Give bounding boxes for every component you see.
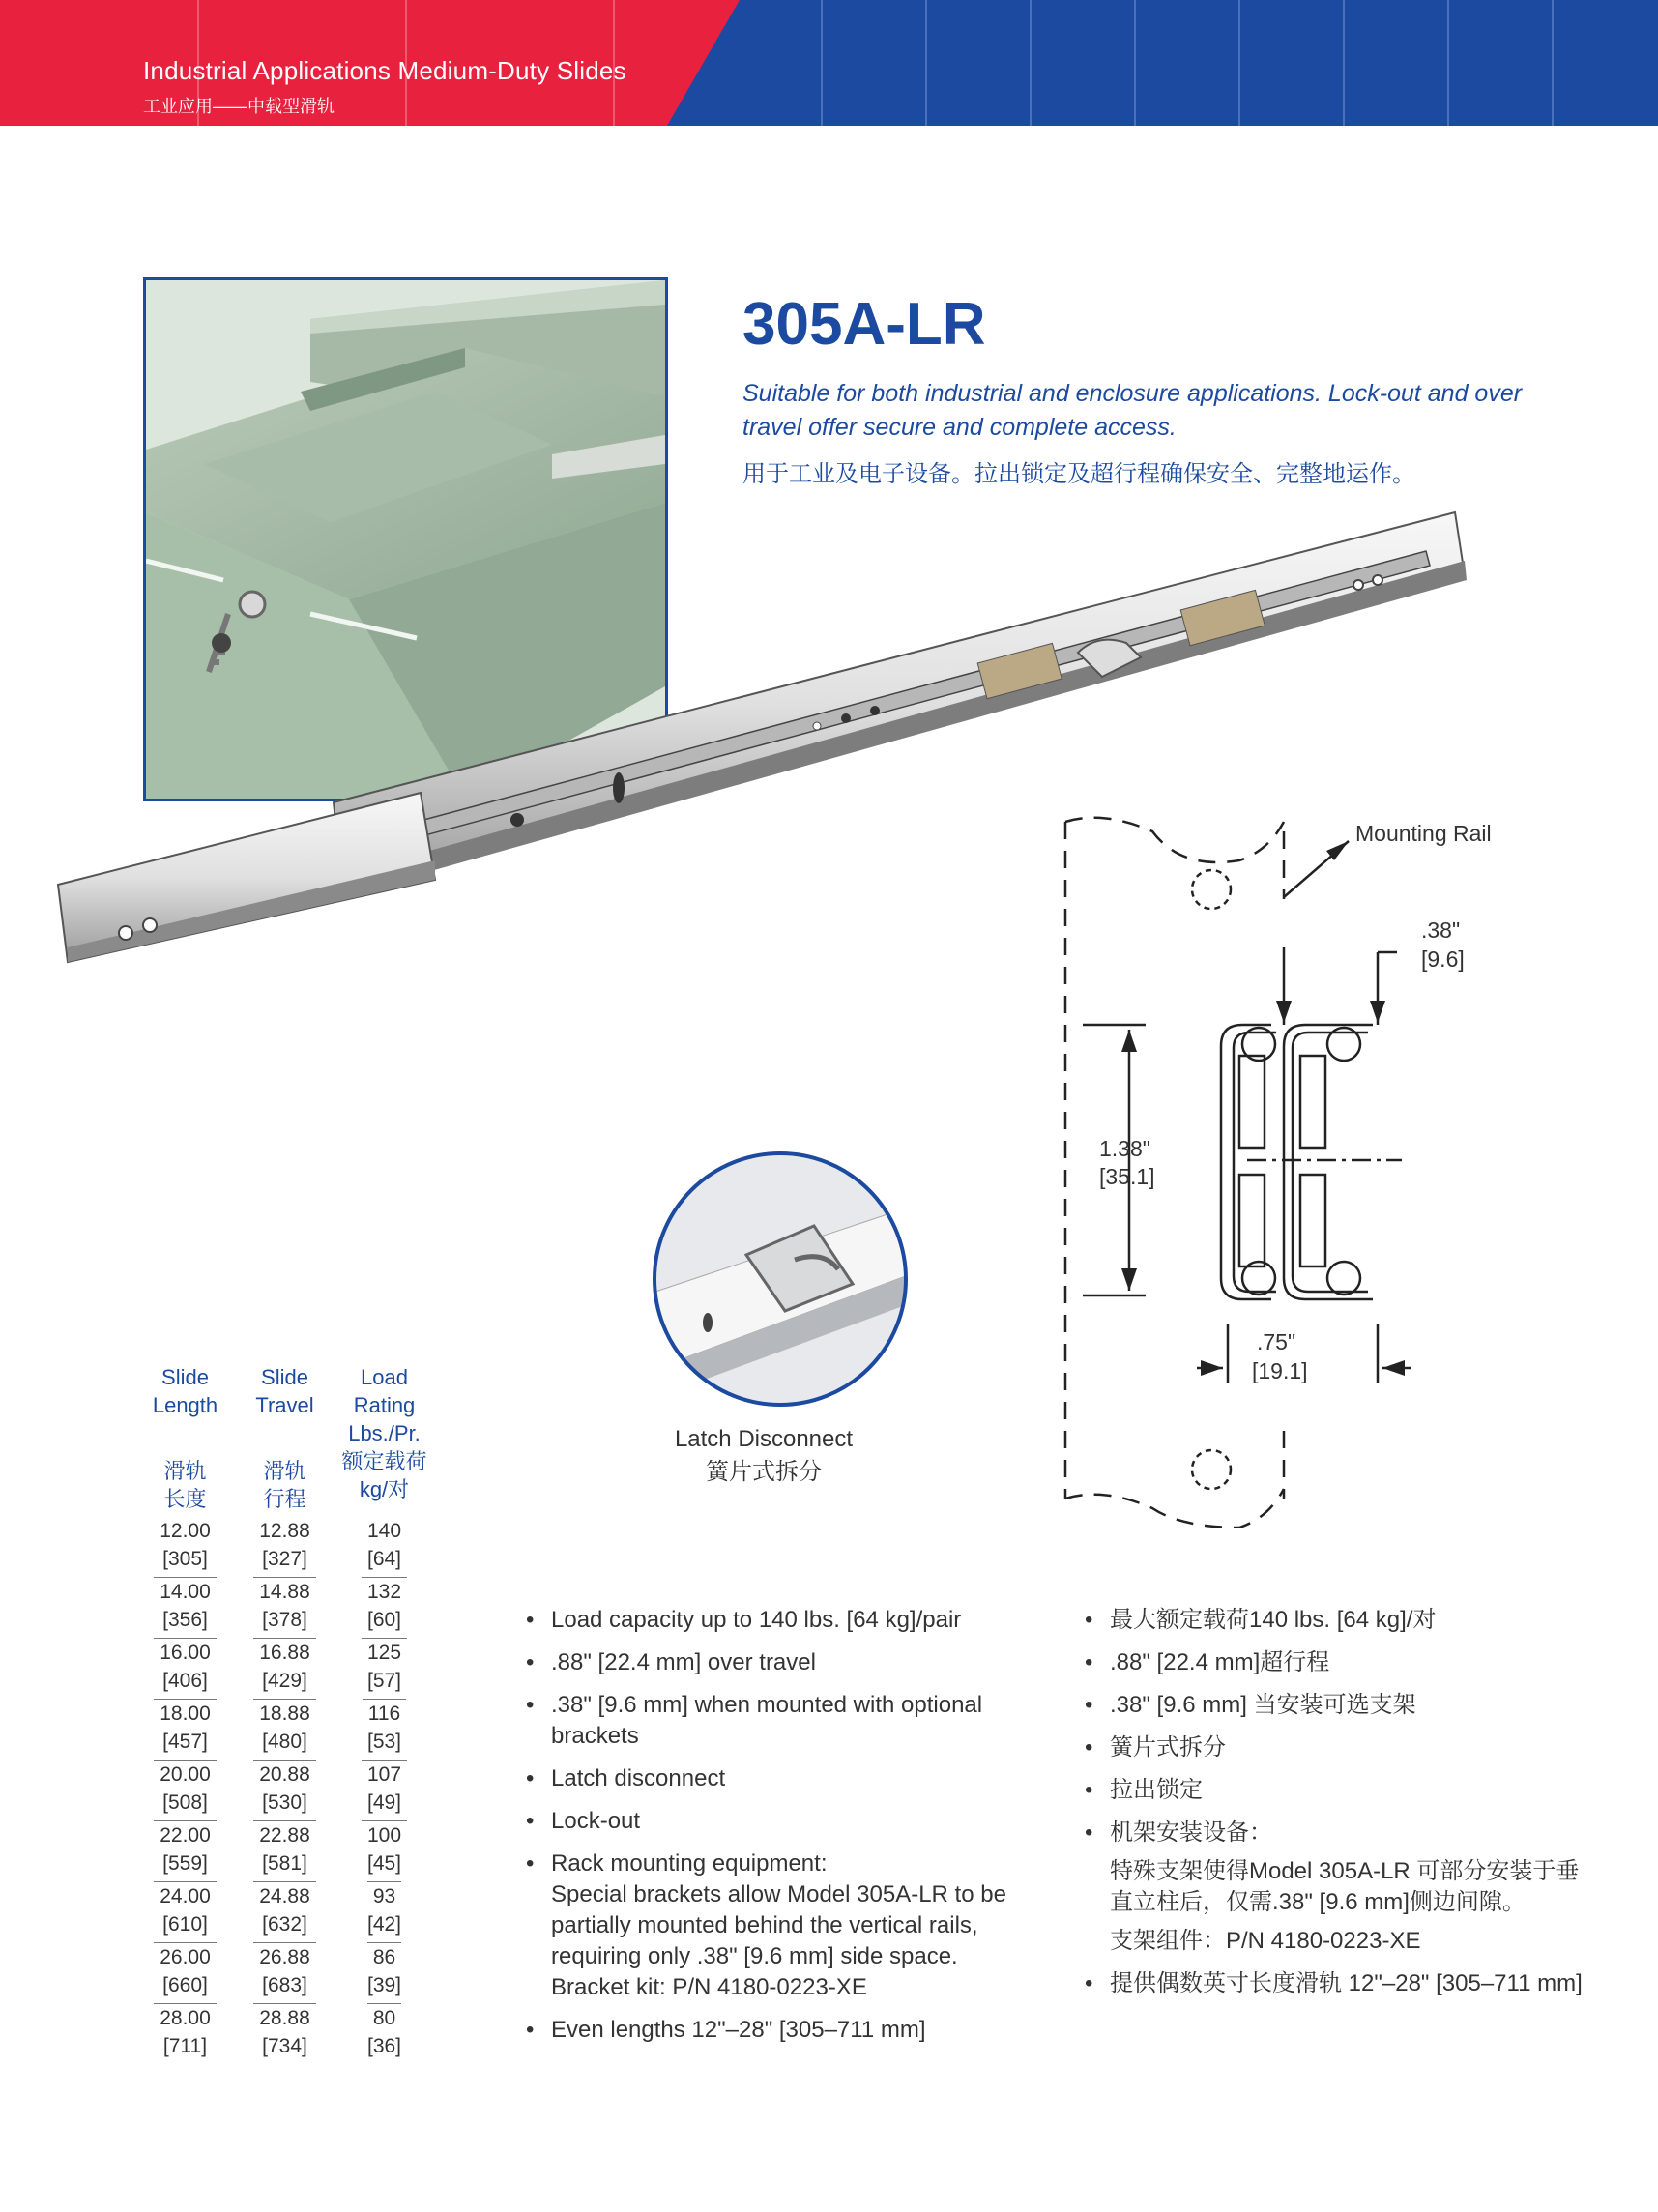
dim-width-in: .75" xyxy=(1257,1329,1296,1354)
header-load-rating: Load Rating Lbs./Pr. 额定载荷 kg/对 xyxy=(341,1365,427,1501)
header-band xyxy=(0,0,1658,126)
feature-item: • Latch disconnect xyxy=(522,1763,1025,1794)
feature-list-en xyxy=(522,1605,1025,2057)
feature-item-cn: • 拉出锁定 xyxy=(1081,1775,1584,1806)
cell-slide-travel: 14.88 [378] xyxy=(235,1577,335,1634)
model-title: 305A-LR xyxy=(742,291,986,358)
feature-item-cn: • .38" [9.6 mm] 当安装可选支架 xyxy=(1081,1690,1584,1721)
latch-caption xyxy=(599,1423,928,1489)
feature-item-rack: • Rack mounting equipment: Special brackets allow Model 305A-LR to be partially mounted behind the vertical rails, requiring only .38" [9.6 mm] side space. Bracket kit: P/N 4180-0223-XE xyxy=(522,1848,1025,2003)
cell-load-rating: 132 [60] xyxy=(335,1577,434,1634)
spec-row xyxy=(135,1942,435,1999)
cell-slide-length: 26.00 [660] xyxy=(135,1942,235,1999)
feature-item: • .88" [22.4 mm] over travel xyxy=(522,1647,1025,1678)
tagline: Suitable for both industrial and enclosure applications. Lock-out and over travel offer secure and complete access. xyxy=(742,380,1523,441)
cell-slide-travel: 18.88 [480] xyxy=(235,1699,335,1756)
spec-row xyxy=(135,2003,435,2060)
feature-bracket-kit: Bracket kit: P/N 4180-0223-XE xyxy=(551,1974,867,2000)
dim-height-in: 1.38" xyxy=(1099,1136,1150,1161)
cell-load-rating: 100 [45] xyxy=(335,1820,434,1877)
cell-load-rating: 140 [64] xyxy=(366,1520,402,1570)
feature-item-cn-rack: • 机架安装设备： 特殊支架使得Model 305A-LR 可部分安装于垂直立柱后，仅需.38" [9.6 mm]侧边间隙。 支架组件：P/N 4180-0223-XE xyxy=(1081,1818,1584,1957)
dim-side-space-mm: [9.6] xyxy=(1421,946,1465,972)
cell-load-rating: 116 [53] xyxy=(335,1699,434,1756)
cell-slide-length: 24.00 [610] xyxy=(135,1881,235,1938)
cell-slide-travel: 22.88 [581] xyxy=(235,1820,335,1877)
feature-item-cn: • 最大额定载荷140 lbs. [64 kg]/对 xyxy=(1081,1605,1584,1636)
cell-slide-travel: 16.88 [429] xyxy=(235,1638,335,1695)
mounting-rail-label: Mounting Rail xyxy=(1355,821,1492,846)
header-slide-length: Slide Length 滑轨 长度 xyxy=(152,1365,218,1511)
feature-item-cn: • .88" [22.4 mm]超行程 xyxy=(1081,1647,1584,1678)
latch-caption-cn: 簧片式拆分 xyxy=(706,1459,822,1485)
feature-list-cn xyxy=(1081,1605,1584,2011)
cell-slide-length: 14.00 [356] xyxy=(135,1577,235,1634)
cell-load-rating: 80 [36] xyxy=(335,2003,434,2060)
feature-cn-rack-detail: 特殊支架使得Model 305A-LR 可部分安装于垂直立柱后，仅需.38" [9.6 mm]侧边间隙。 xyxy=(1110,1858,1580,1915)
feature-cn-bracket-kit: 支架组件：P/N 4180-0223-XE xyxy=(1110,1928,1421,1954)
cell-slide-length: 20.00 [508] xyxy=(135,1760,235,1817)
latch-detail-image xyxy=(650,1149,911,1410)
cell-slide-travel: 24.88 [632] xyxy=(235,1881,335,1938)
spec-row xyxy=(135,1638,435,1695)
spec-row xyxy=(135,1881,435,1938)
cell-slide-length: 18.00 [457] xyxy=(135,1699,235,1756)
feature-item: • Load capacity up to 140 lbs. [64 kg]/pair xyxy=(522,1605,1025,1636)
header-slide-travel: Slide Travel 滑轨 行程 xyxy=(255,1365,314,1511)
spec-row xyxy=(135,1517,435,1573)
dim-width-mm: [19.1] xyxy=(1252,1358,1308,1383)
cell-slide-length: 22.00 [559] xyxy=(135,1820,235,1877)
spec-row xyxy=(135,1820,435,1877)
spec-row xyxy=(135,1760,435,1817)
cell-load-rating: 107 [49] xyxy=(335,1760,434,1817)
feature-item-cn: • 提供偶数英寸长度滑轨 12"–28" [305–711 mm] xyxy=(1081,1968,1584,1999)
dim-side-space-in: .38" xyxy=(1421,917,1461,943)
cell-load-rating: 86 [39] xyxy=(335,1942,434,1999)
latch-caption-en: Latch Disconnect xyxy=(674,1426,854,1452)
header-subtitle: 工业应用——中载型滑轨 xyxy=(143,97,335,116)
cell-load-rating: 125 [57] xyxy=(335,1638,434,1695)
spec-table-header xyxy=(135,1363,435,1513)
cell-slide-travel: 26.88 [683] xyxy=(235,1942,335,1999)
cell-slide-travel: 12.88 [327] xyxy=(259,1520,310,1570)
cell-slide-length: 28.00 [711] xyxy=(135,2003,235,2060)
dim-height-mm: [35.1] xyxy=(1099,1164,1155,1189)
cell-slide-length: 12.00 [305] xyxy=(160,1520,211,1570)
tagline-chinese: 用于工业及电子设备。拉出锁定及超行程确保安全、完整地运作。 xyxy=(742,461,1415,487)
feature-item-cn: • 簧片式拆分 xyxy=(1081,1732,1584,1763)
cell-slide-travel: 28.88 [734] xyxy=(235,2003,335,2060)
cell-load-rating: 93 [42] xyxy=(335,1881,434,1938)
feature-item: • .38" [9.6 mm] when mounted with optional brackets xyxy=(522,1690,1025,1752)
spec-row xyxy=(135,1699,435,1756)
feature-rack-detail: Special brackets allow Model 305A-LR to be partially mounted behind the vertical rails, requiring only .38" [9.6 mm] side space. xyxy=(551,1881,1006,1969)
spec-row xyxy=(135,1577,435,1634)
spec-table xyxy=(135,1363,435,2060)
header-title: Industrial Applications Medium-Duty Slides xyxy=(143,56,626,85)
feature-item: • Even lengths 12"–28" [305–711 mm] xyxy=(522,2015,1025,2046)
cell-slide-length: 16.00 [406] xyxy=(135,1638,235,1695)
feature-item: • Lock-out xyxy=(522,1806,1025,1837)
spec-table-body xyxy=(135,1517,435,2060)
cell-slide-travel: 20.88 [530] xyxy=(235,1760,335,1817)
